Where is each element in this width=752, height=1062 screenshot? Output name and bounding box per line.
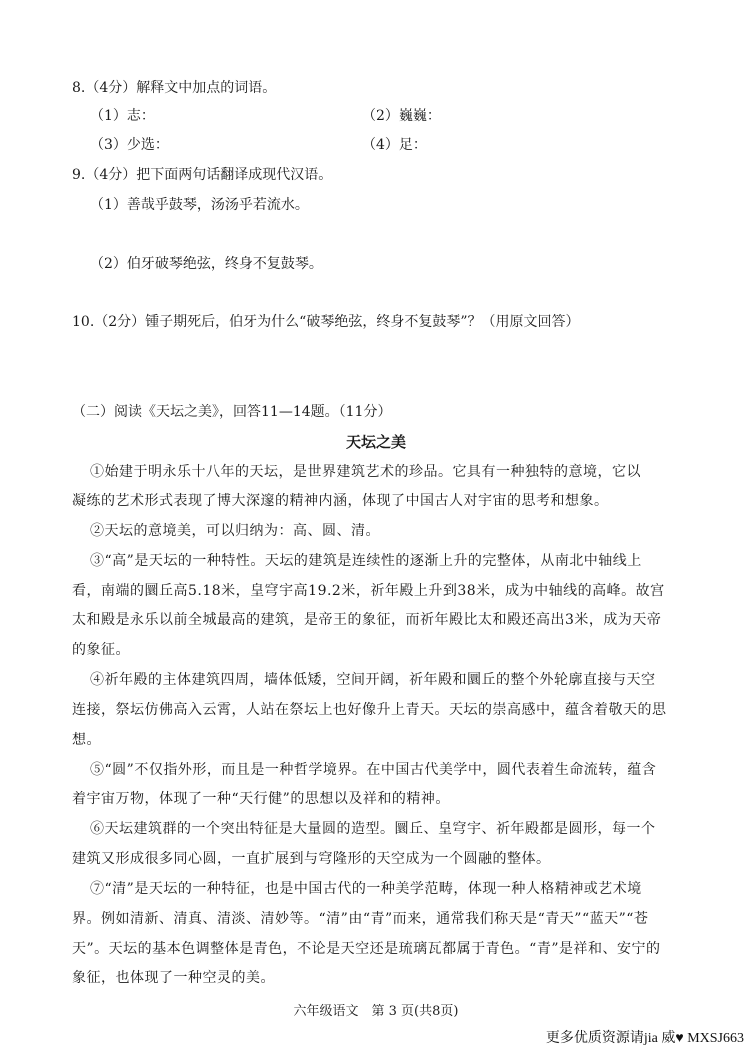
q8-item-4: （4）足： <box>362 137 427 153</box>
passage-line: 的象征。 <box>72 642 130 658</box>
passage-line: 凝练的艺术形式表现了博大深邃的精神内涵，体现了中国古人对宇宙的思考和想象。 <box>72 493 609 509</box>
passage-line: ④祈年殿的主体建筑四周，墙体低矮，空间开阔，祈年殿和圜丘的整个外轮廓直接与天空 <box>90 672 656 688</box>
q10-stem: 10.（2分）锺子期死后，伯牙为什么“破琴绝弦，终身不复鼓琴”？（用原文回答） <box>72 314 580 330</box>
q8-item-2: （2）巍巍： <box>362 108 441 124</box>
passage-line: ⑥天坛建筑群的一个突出特征是大量圆的造型。圜丘、皇穹宇、祈年殿都是圆形，每一个 <box>90 821 656 837</box>
passage-line: 着宇宙万物，体现了一种“天行健”的思想以及祥和的精神。 <box>72 791 450 807</box>
q9-stem: 9.（4分）把下面两句话翻译成现代汉语。 <box>72 167 333 183</box>
passage-line: 界。例如清新、清真、清淡、清妙等。“清”由“青”而来，通常我们称天是“青天”“蓝天”“苍 <box>72 911 649 927</box>
q8-item-1: （1）志： <box>90 108 155 124</box>
q8-stem: 8.（4分）解释文中加点的词语。 <box>72 80 277 96</box>
passage-line: 象征，也体现了一种空灵的美。 <box>72 970 275 986</box>
q9-item-2: （2）伯牙破琴绝弦，终身不复鼓琴。 <box>90 256 323 272</box>
passage-line: 连接，祭坛仿佛高入云霄，人站在祭坛上也好像升上青天。天坛的崇高感中，蕴含着敬天的思 <box>72 702 667 718</box>
passage-line: ②天坛的意境美，可以归纳为：高、圆、清。 <box>90 523 380 539</box>
section2-heading: （二）阅读《天坛之美》，回答11—14题。（11分） <box>72 404 392 420</box>
passage-line: 想。 <box>72 732 101 748</box>
passage-line: ⑦“清”是天坛的一种特征，也是中国古代的一种美学范畴，体现一种人格精神或艺术境 <box>90 881 642 897</box>
passage-line: 看，南端的圜丘高5.18米，皇穹宇高19.2米，祈年殿上升到38米，成为中轴线的高峰。故宫 <box>72 583 665 599</box>
passage-line: 太和殿是永乐以前全城最高的建筑，是帝王的象征，而祈年殿比太和殿还高出3米，成为天帝 <box>72 612 662 628</box>
passage-line: ①始建于明永乐十八年的天坛，是世界建筑艺术的珍品。它具有一种独特的意境，它以 <box>90 464 641 480</box>
passage-line: 天”。天坛的基本色调整体是青色，不论是天空还是琉璃瓦都属于青色。“青”是祥和、安宁的 <box>72 941 661 957</box>
passage-line: ⑤“圆”不仅指外形，而且是一种哲学境界。在中国古代美学中，圆代表着生命流转，蕴含 <box>90 762 657 778</box>
passage-line: 建筑又形成很多同心圆，一直扩展到与穹隆形的天空成为一个圆融的整体。 <box>72 851 551 867</box>
passage-line: ③“高”是天坛的一种特性。天坛的建筑是连续性的逐渐上升的完整体，从南北中轴线上 <box>90 553 642 569</box>
q9-item-1: （1）善哉乎鼓琴，汤汤乎若流水。 <box>90 197 309 213</box>
q8-item-3: （3）少选： <box>90 137 169 153</box>
page-footer: 六年级语文 第 3 页(共8页) <box>293 1004 459 1019</box>
watermark-text: 更多优质资源请jia 威♥ MXSJ663 <box>545 1031 744 1046</box>
passage-title: 天坛之美 <box>345 433 406 451</box>
